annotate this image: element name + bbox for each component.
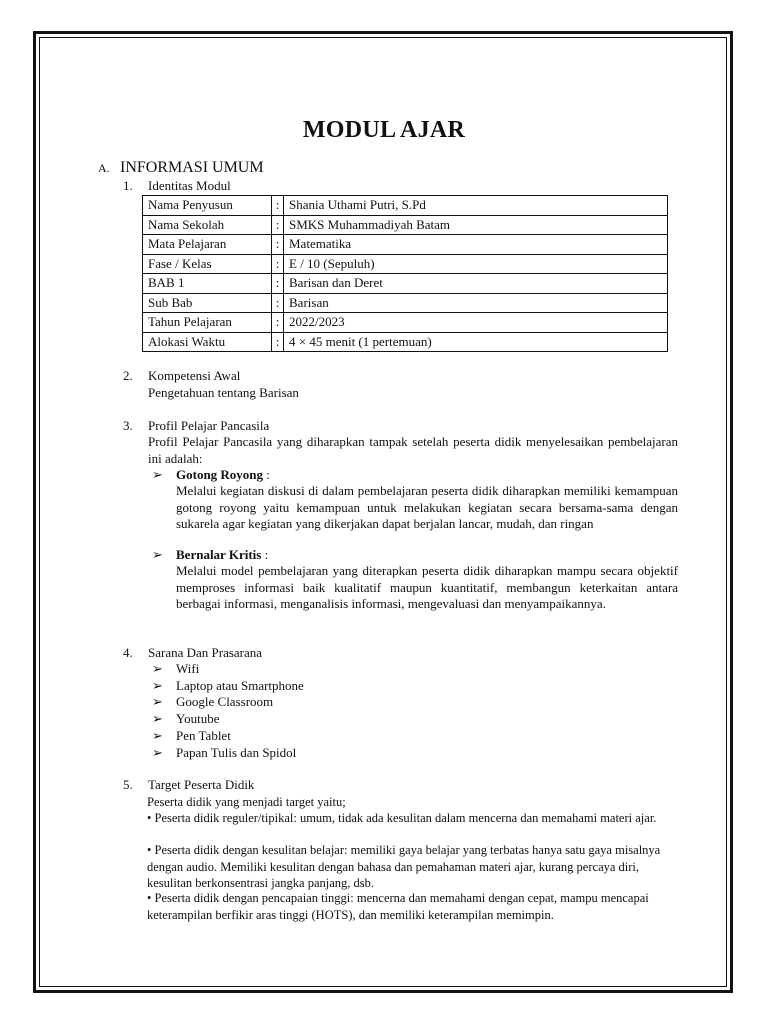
sarana-item-label: Papan Tulis dan Spidol [176,744,297,760]
profil-item-text: Melalui model pembelajaran yang diterapkan peserta didik diharapkan mampu secara objektif memproses informasi baik kualitatif maupun kuantitatif, membangun keterkaitan antara berbagai informasi, menganalisis informasi, mengevaluasi dan menyampaikannya. [176,563,678,611]
sarana-item-label: Pen Tablet [176,727,231,743]
arrowhead-bullet-icon: ➢ [152,677,163,693]
identity-separator: : [272,274,284,294]
profil-item-suffix: : [261,547,269,562]
sarana-item-label: Google Classroom [176,694,274,710]
target-paragraph: • Peserta didik dengan pencapaian tinggi: mencerna dan memahami dengan cepat, mampu mencapai keterampilan berfikir aras tinggi (HOTS), dan memiliki keterampilan memimpin. [147,891,649,922]
identity-row [143,235,668,255]
section-title: INFORMASI UMUM [120,159,264,176]
identity-row [143,196,668,216]
item-number: 2. [123,368,133,383]
identity-table [142,195,668,352]
identity-key: Alokasi Waktu [143,332,272,352]
item-number: 3. [123,418,133,433]
identity-key: Nama Sekolah [143,215,272,235]
identity-value: 2022/2023 [284,313,668,333]
sarana-item [152,711,219,727]
profil-intro: Profil Pelajar Pancasila yang diharapkan tampak setelah peserta didik menyelesaikan pembelajaran ini adalah: [148,434,678,466]
kompetensi-label: Kompetensi Awal [148,368,241,383]
identity-separator: : [272,196,284,216]
identity-row [143,274,668,294]
target-paragraph: • Peserta didik dengan kesulitan belajar: memiliki gaya belajar yang terbatas hanya satu gaya misalnya dengan audio. Memiliki kesulitan dengan bahasa dan pemahaman materi ajar, kurang percaya diri, kesulitan berkonsentrasi jangka panjang, dsb. [147,843,661,890]
sarana-item-label: Wifi [176,661,200,676]
target-intro: Peserta didik yang menjadi target yaitu; [147,795,346,809]
identity-key: Sub Bab [143,293,272,313]
sarana-item [152,661,199,677]
arrowhead-bullet-icon: ➢ [152,727,163,743]
identity-key: BAB 1 [143,274,272,294]
sarana-item [152,745,296,761]
identity-value: 4 × 45 menit (1 pertemuan) [284,332,668,352]
target-label: Target Peserta Didik [148,777,255,792]
profil-item-text: Melalui kegiatan diskusi di dalam pembelajaran peserta didik diharapkan memiliki kemampuan gotong royong yaitu kemampuan untuk melakukan kegiatan secara bersama-sama dengan sukarela agar kegiatan yang dikerjakan dapat berjalan lancar, mudah, dan ringan [176,483,678,531]
arrowhead-bullet-icon: ➢ [152,467,163,482]
sarana-item-label: Youtube [176,711,220,727]
identity-separator: : [272,254,284,274]
sarana-label: Sarana Dan Prasarana [148,645,263,660]
document-title: MODUL AJAR [302,117,466,143]
arrowhead-bullet-icon: ➢ [152,661,163,676]
sarana-item [152,678,304,694]
identity-value: Matematika [284,235,668,255]
profil-item-gotong-royong [152,467,270,483]
identity-key: Mata Pelajaran [143,235,272,255]
sarana-item-label: Laptop atau Smartphone [176,677,304,693]
arrowhead-bullet-icon: ➢ [152,694,163,710]
profil-item-title: Bernalar Kritis [176,547,262,562]
identity-row [143,332,668,352]
identity-key: Tahun Pelajaran [143,313,272,333]
section-a-heading [98,159,264,177]
identity-value: E / 10 (Sepuluh) [284,254,668,274]
arrowhead-bullet-icon: ➢ [152,744,163,760]
identity-row [143,293,668,313]
item-number: 1. [123,178,133,193]
identity-key: Nama Penyusun [143,196,272,216]
identity-value: Barisan dan Deret [284,274,668,294]
kompetensi-text: Pengetahuan tentang Barisan [148,385,299,400]
identity-row [143,313,668,333]
profil-item-suffix: : [263,467,270,482]
profil-item-bernalar-kritis [152,547,268,563]
target-paragraph: • Peserta didik reguler/tipikal: umum, tidak ada kesulitan dalam mencerna dan memahami materi ajar. [147,811,657,825]
identity-separator: : [272,332,284,352]
arrowhead-bullet-icon: ➢ [152,547,163,562]
identity-separator: : [272,313,284,333]
identity-key: Fase / Kelas [143,254,272,274]
identity-row [143,215,668,235]
identity-value: Barisan [284,293,668,313]
sarana-item [152,694,273,710]
sarana-item [152,728,231,744]
section-letter: A. [98,161,110,175]
identity-separator: : [272,215,284,235]
identitas-label: Identitas Modul [148,178,231,193]
profil-item-title: Gotong Royong [176,467,264,482]
identity-separator: : [272,293,284,313]
identity-value: SMKS Muhammadiyah Batam [284,215,668,235]
identity-separator: : [272,235,284,255]
item-number: 4. [123,645,133,660]
identity-row [143,254,668,274]
item-number: 5. [123,777,133,792]
identity-value: Shania Uthami Putri, S.Pd [284,196,668,216]
profil-label: Profil Pelajar Pancasila [148,418,270,433]
arrowhead-bullet-icon: ➢ [152,711,163,727]
